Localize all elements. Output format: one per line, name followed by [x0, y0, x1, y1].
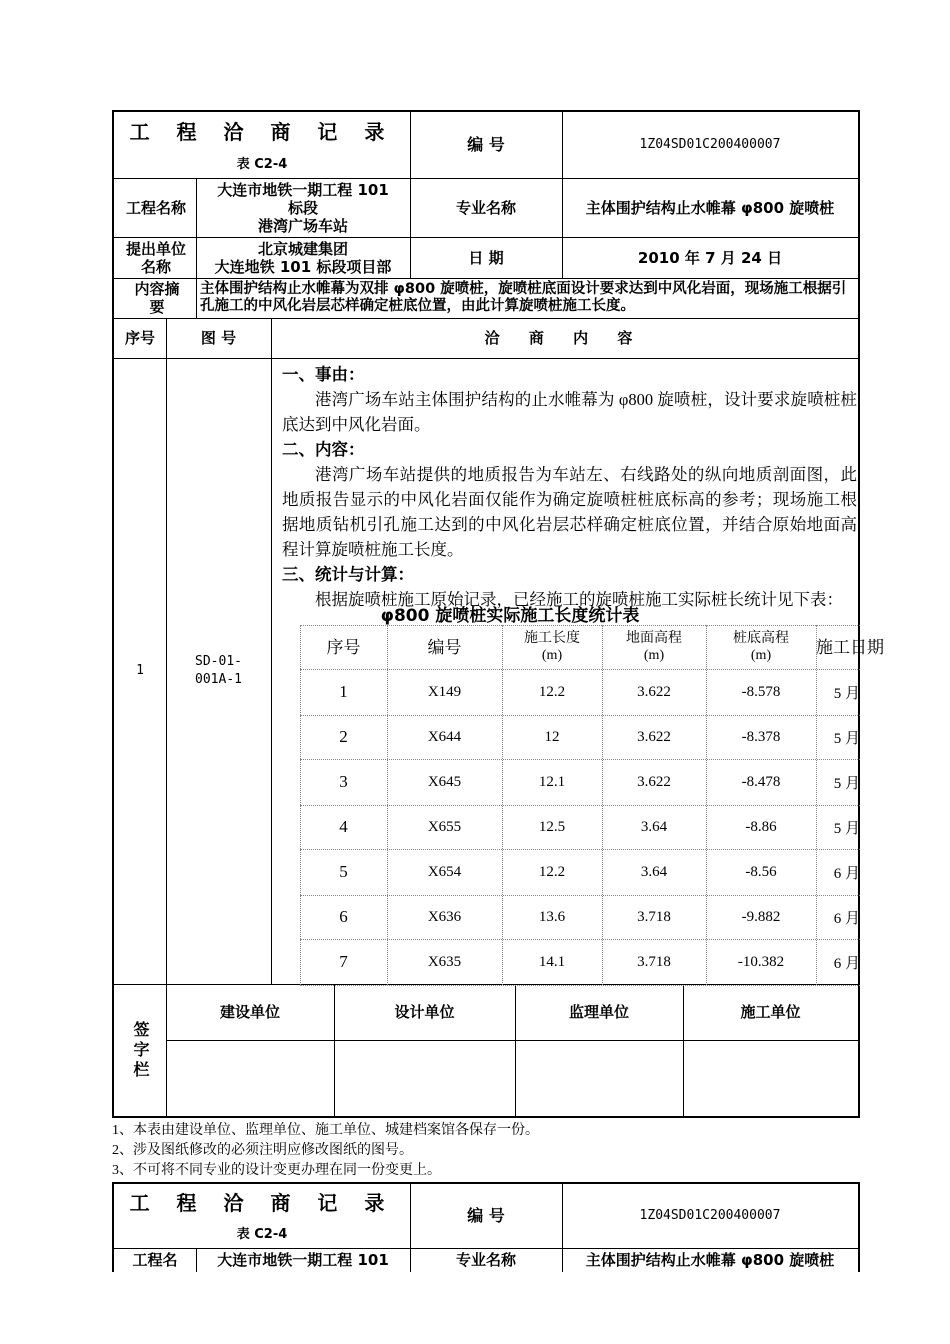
stats-data-cell: 3: [339, 772, 348, 791]
stats-header-cell: 地面高程 (m): [626, 631, 682, 663]
stats-data-cell: 3.622: [637, 683, 671, 700]
stats-data-cell: 12.5: [538, 818, 566, 835]
sign-unit-designer: 设计单位: [394, 1003, 455, 1021]
stats-data-cell: -8.578: [741, 683, 781, 700]
sign-unit-owner: 建设单位: [219, 1003, 280, 1021]
form2-number-value: 1Z04SD01C200400007: [639, 1208, 781, 1223]
table-code: 表 C2-4: [236, 157, 288, 172]
stats-table-title: φ800 旋喷桩实际施工长度统计表: [380, 606, 640, 626]
stats-data-cell: -8.478: [741, 773, 781, 790]
section-heading-reason: 一、事由：: [282, 365, 365, 384]
content-body: [282, 362, 857, 612]
stats-data-cell: 3.64: [640, 863, 668, 880]
stats-data-cell: 14.1: [538, 953, 566, 970]
stats-data-cell: 12.2: [538, 863, 566, 880]
section-text-stats: 根据旋喷桩施工原始记录，已经施工的旋喷桩施工实际桩长统计见下表：: [315, 590, 843, 609]
form2-number-label: 编 号: [467, 1206, 505, 1225]
stats-data-cell: 6: [339, 907, 348, 926]
stats-data-cell: -8.56: [745, 863, 777, 880]
section-text-reason: 港湾广场车站主体围护结构的止水帷幕为 φ800 旋喷桩，设计要求旋喷桩桩底达到中风化岩面。: [282, 390, 857, 434]
stats-data-cell: 6 月: [833, 955, 860, 972]
stats-header-cell: 施工日期: [816, 637, 884, 657]
stats-data-cell: 5: [339, 862, 348, 881]
stats-header-cell: 桩底高程 (m): [733, 631, 789, 663]
note-3: 3、不可将不同专业的设计变更办理在同一份变更上。: [112, 1163, 441, 1178]
stats-data-cell: X655: [427, 818, 462, 835]
stats-data-cell: 3.64: [640, 818, 668, 835]
project-name-label: 工程名称: [125, 198, 186, 217]
stats-data-cell: 5 月: [833, 775, 860, 792]
note-1: 1、本表由建设单位、监理单位、施工单位、城建档案馆各保存一份。: [112, 1123, 539, 1138]
section-text-content: 港湾广场车站提供的地质报告为车站左、右线路处的纵向地质剖面图，此地质报告显示的中风化岩面仅能作为确定旋喷桩桩底标高的参考；现场施工根据地质钻机引孔施工达到的中风化岩层芯样确定桩底位置，并结合原始地面高程计算旋喷桩施工长度。: [282, 465, 857, 559]
form2-title: 工 程 洽 商 记 录: [129, 1191, 395, 1215]
submitter-label: 提出单位名称: [125, 239, 186, 276]
section-heading-content: 二、内容：: [282, 440, 365, 459]
submitter-value: 北京城建集团 大连地铁 101 标段项目部: [214, 239, 392, 276]
stats-data-cell: -9.882: [741, 908, 781, 925]
stats-data-cell: 1: [339, 682, 348, 701]
stats-data-cell: X149: [427, 683, 462, 700]
project-name-value: 大连市地铁一期工程 101 标段 港湾广场车站: [217, 180, 389, 235]
stats-data-cell: 5 月: [833, 685, 860, 702]
stats-data-cell: 4: [339, 817, 348, 836]
number-label: 编 号: [467, 135, 505, 154]
form2-specialty-label: 专业名称: [455, 1251, 516, 1269]
col-seq: 序号: [124, 329, 155, 347]
stats-data-cell: 2: [339, 727, 348, 746]
summary-label: 内容摘要: [134, 280, 180, 316]
sign-box-supervisor[interactable]: [516, 1041, 683, 1118]
stats-data-cell: 5 月: [833, 730, 860, 747]
stats-data-cell: X654: [427, 863, 462, 880]
date-label: 日 期: [468, 248, 504, 267]
col-drawing: 图 号: [200, 329, 237, 347]
specialty-value: 主体围护结构止水帷幕 φ800 旋喷桩: [585, 198, 835, 217]
sign-unit-contractor: 施工单位: [740, 1003, 801, 1021]
stats-data-cell: 12.2: [538, 683, 566, 700]
stats-header-cell: 施工长度 (m): [524, 631, 580, 663]
number-value: 1Z04SD01C200400007: [639, 137, 781, 152]
stats-data-cell: 3.718: [637, 908, 671, 925]
stats-data-cell: X644: [427, 728, 462, 745]
stats-data-cell: 5 月: [833, 820, 860, 837]
row-drawing: SD-01- 001A-1: [195, 654, 242, 687]
sign-unit-supervisor: 监理单位: [568, 1003, 629, 1021]
stats-data-cell: 3.622: [637, 773, 671, 790]
stats-data-cell: 3.622: [637, 728, 671, 745]
stats-data-cell: 13.6: [538, 908, 566, 925]
row-seq: 1: [136, 663, 144, 678]
stats-data-cell: 6 月: [833, 865, 860, 882]
stats-data-cell: 6 月: [833, 910, 860, 927]
form-sheet: [112, 110, 884, 1118]
stats-data-cell: X635: [427, 953, 462, 970]
col-content: 洽 商 内 容: [484, 329, 645, 347]
stats-header-cell: 编号: [427, 637, 462, 657]
section-heading-stats: 三、统计与计算：: [282, 565, 414, 584]
stats-data-cell: 7: [339, 952, 348, 971]
stats-data-cell: 12: [544, 728, 560, 745]
stats-data-cell: -10.382: [737, 953, 785, 970]
stats-data-cell: -8.86: [745, 818, 777, 835]
sign-box-contractor[interactable]: [684, 1041, 858, 1118]
note-2: 2、涉及图纸修改的必须注明应修改图纸的图号。: [112, 1143, 413, 1158]
form-title: 工 程 洽 商 记 录: [129, 120, 395, 144]
form-sheet-2: [112, 1182, 860, 1272]
form2-specialty-value: 主体围护结构止水帷幕 φ800 旋喷桩: [585, 1251, 835, 1269]
summary-value: 主体围护结构止水帷幕为双排 φ800 旋喷桩，旋喷桩底面设计要求达到中风化岩面，现场施工根据引孔施工的中风化岩层芯样确定桩底位置，由此计算旋喷桩施工长度。: [200, 281, 847, 314]
form2-project-name-label: 工程名: [132, 1251, 178, 1269]
date-value: 2010 年 7 月 24 日: [637, 248, 783, 267]
stats-data-cell: X645: [427, 773, 462, 790]
sign-box-designer[interactable]: [335, 1041, 515, 1118]
form2-project-name-value: 大连市地铁一期工程 101: [217, 1251, 389, 1269]
stats-data-cell: X636: [427, 908, 462, 925]
form2-table-code: 表 C2-4: [236, 1227, 288, 1242]
sign-box-owner[interactable]: [167, 1041, 334, 1118]
specialty-label: 专业名称: [455, 198, 516, 217]
stats-header-cell: 序号: [326, 637, 361, 657]
stats-data-cell: 3.718: [637, 953, 671, 970]
stats-data-cell: -8.378: [741, 728, 781, 745]
signature-label: 签字栏: [131, 1021, 150, 1081]
stats-data-cell: 12.1: [538, 773, 566, 790]
